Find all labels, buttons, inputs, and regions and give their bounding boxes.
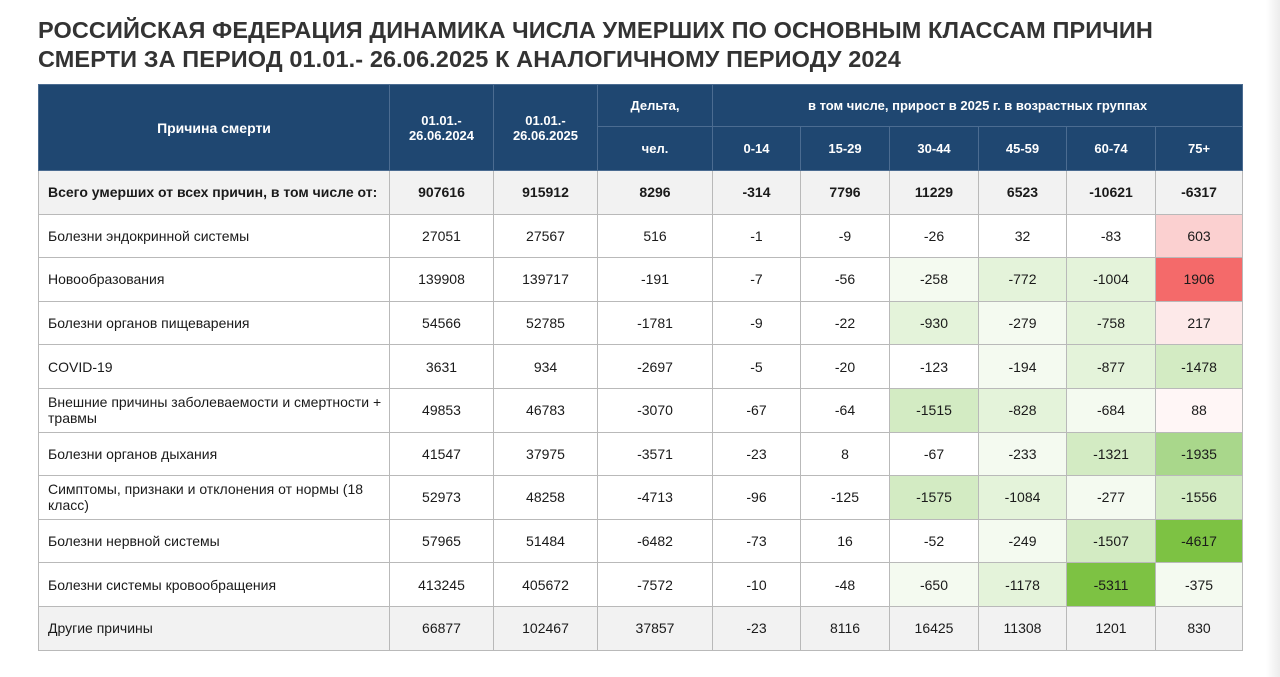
age-group-cell: -73: [713, 519, 801, 563]
age-group-cell: -277: [1067, 476, 1156, 520]
age-group-cell: -125: [801, 476, 890, 520]
age-group-cell: -9: [713, 301, 801, 345]
age-group-cell: -233: [979, 432, 1067, 476]
table-row: [39, 563, 1243, 607]
delta-cell: -2697: [598, 345, 713, 389]
age-group-cell: 1906: [1156, 258, 1243, 302]
value-2025-cell: 48258: [494, 476, 598, 520]
cause-cell: Болезни нервной системы: [39, 519, 390, 563]
cause-cell: Другие причины: [39, 606, 390, 650]
age-group-cell: 32: [979, 214, 1067, 258]
age-group-cell: -67: [713, 388, 801, 432]
age-group-cell: 11308: [979, 606, 1067, 650]
cause-cell: Болезни органов пищеварения: [39, 301, 390, 345]
value-2024-cell: 52973: [390, 476, 494, 520]
age-group-cell: -279: [979, 301, 1067, 345]
cause-cell: Внешние причины заболеваемости и смертности + травмы: [39, 388, 390, 432]
age-group-cell: 11229: [890, 171, 979, 215]
header-age-60-74: 60-74: [1067, 127, 1156, 171]
table-row: [39, 214, 1243, 258]
delta-cell: 516: [598, 214, 713, 258]
age-group-cell: -10: [713, 563, 801, 607]
age-group-cell: -123: [890, 345, 979, 389]
table-row: [39, 519, 1243, 563]
header-cause: Причина смерти: [39, 85, 390, 171]
age-group-cell: -10621: [1067, 171, 1156, 215]
age-group-cell: -52: [890, 519, 979, 563]
age-group-cell: -83: [1067, 214, 1156, 258]
age-group-cell: 1201: [1067, 606, 1156, 650]
age-group-cell: -249: [979, 519, 1067, 563]
cause-cell: Болезни эндокринной системы: [39, 214, 390, 258]
age-group-cell: -1084: [979, 476, 1067, 520]
header-delta-bottom: чел.: [598, 127, 713, 171]
age-group-cell: -258: [890, 258, 979, 302]
value-2025-cell: 139717: [494, 258, 598, 302]
age-group-cell: -1575: [890, 476, 979, 520]
delta-cell: -6482: [598, 519, 713, 563]
value-2024-cell: 413245: [390, 563, 494, 607]
age-group-cell: -684: [1067, 388, 1156, 432]
age-group-cell: -48: [801, 563, 890, 607]
header-age-45-59: 45-59: [979, 127, 1067, 171]
age-group-cell: -26: [890, 214, 979, 258]
value-2024-cell: 66877: [390, 606, 494, 650]
delta-cell: -3571: [598, 432, 713, 476]
header-period-2024: 01.01.- 26.06.2024: [390, 85, 494, 171]
age-group-cell: 8116: [801, 606, 890, 650]
age-group-cell: -1507: [1067, 519, 1156, 563]
age-group-cell: -877: [1067, 345, 1156, 389]
age-group-cell: -1478: [1156, 345, 1243, 389]
value-2024-cell: 57965: [390, 519, 494, 563]
age-group-cell: -23: [713, 606, 801, 650]
age-group-cell: -67: [890, 432, 979, 476]
table-row: [39, 432, 1243, 476]
value-2025-cell: 27567: [494, 214, 598, 258]
table-row: [39, 388, 1243, 432]
delta-cell: -7572: [598, 563, 713, 607]
cause-cell: Болезни системы кровообращения: [39, 563, 390, 607]
age-group-cell: -194: [979, 345, 1067, 389]
table-row-total: [39, 171, 1243, 215]
delta-cell: 37857: [598, 606, 713, 650]
age-group-cell: -5311: [1067, 563, 1156, 607]
age-group-cell: -22: [801, 301, 890, 345]
delta-cell: -1781: [598, 301, 713, 345]
age-group-cell: -20: [801, 345, 890, 389]
value-2025-cell: 52785: [494, 301, 598, 345]
age-group-cell: -1935: [1156, 432, 1243, 476]
value-2025-cell: 51484: [494, 519, 598, 563]
age-group-cell: -4617: [1156, 519, 1243, 563]
cause-cell: Новообразования: [39, 258, 390, 302]
page-title: РОССИЙСКАЯ ФЕДЕРАЦИЯ ДИНАМИКА ЧИСЛА УМЕРШИХ ПО ОСНОВНЫМ КЛАССАМ ПРИЧИН СМЕРТИ ЗА ПЕРИОД 01.01.- 26.06.2025 К АНАЛОГИЧНОМУ ПЕРИОДУ 2024: [38, 17, 1153, 72]
delta-cell: 8296: [598, 171, 713, 215]
value-2025-cell: 915912: [494, 171, 598, 215]
value-2025-cell: 934: [494, 345, 598, 389]
value-2024-cell: 54566: [390, 301, 494, 345]
age-group-cell: 830: [1156, 606, 1243, 650]
header-age-groups-title: в том числе, прирост в 2025 г. в возрастных группах: [713, 85, 1243, 127]
header-age-30-44: 30-44: [890, 127, 979, 171]
age-group-cell: 7796: [801, 171, 890, 215]
table-row: [39, 258, 1243, 302]
table-row: [39, 301, 1243, 345]
age-group-cell: -650: [890, 563, 979, 607]
age-group-cell: -1556: [1156, 476, 1243, 520]
age-group-cell: -930: [890, 301, 979, 345]
header-period-2025: 01.01.- 26.06.2025: [494, 85, 598, 171]
age-group-cell: -1: [713, 214, 801, 258]
page-edge-shadow: [1266, 0, 1280, 677]
age-group-cell: -1515: [890, 388, 979, 432]
value-2025-cell: 405672: [494, 563, 598, 607]
mortality-table: [38, 84, 1243, 651]
age-group-cell: -64: [801, 388, 890, 432]
cause-cell: Болезни органов дыхания: [39, 432, 390, 476]
age-group-cell: -1004: [1067, 258, 1156, 302]
value-2024-cell: 27051: [390, 214, 494, 258]
value-2024-cell: 3631: [390, 345, 494, 389]
age-group-cell: 6523: [979, 171, 1067, 215]
age-group-cell: -375: [1156, 563, 1243, 607]
delta-cell: -4713: [598, 476, 713, 520]
age-group-cell: 603: [1156, 214, 1243, 258]
cause-cell: COVID-19: [39, 345, 390, 389]
age-group-cell: -1321: [1067, 432, 1156, 476]
value-2024-cell: 41547: [390, 432, 494, 476]
age-group-cell: -828: [979, 388, 1067, 432]
table-row: [39, 476, 1243, 520]
age-group-cell: -96: [713, 476, 801, 520]
age-group-cell: 88: [1156, 388, 1243, 432]
value-2025-cell: 37975: [494, 432, 598, 476]
age-group-cell: -314: [713, 171, 801, 215]
header-age-0-14: 0-14: [713, 127, 801, 171]
cause-cell: Симптомы, признаки и отклонения от нормы (18 класс): [39, 476, 390, 520]
value-2024-cell: 49853: [390, 388, 494, 432]
value-2024-cell: 139908: [390, 258, 494, 302]
age-group-cell: -9: [801, 214, 890, 258]
table-body: [39, 171, 1243, 651]
age-group-cell: -7: [713, 258, 801, 302]
table-row: [39, 345, 1243, 389]
delta-cell: -3070: [598, 388, 713, 432]
age-group-cell: -772: [979, 258, 1067, 302]
age-group-cell: 16425: [890, 606, 979, 650]
value-2024-cell: 907616: [390, 171, 494, 215]
table-row: [39, 606, 1243, 650]
header-age-15-29: 15-29: [801, 127, 890, 171]
age-group-cell: -56: [801, 258, 890, 302]
delta-cell: -191: [598, 258, 713, 302]
age-group-cell: -6317: [1156, 171, 1243, 215]
age-group-cell: -758: [1067, 301, 1156, 345]
header-age-75plus: 75+: [1156, 127, 1243, 171]
age-group-cell: 217: [1156, 301, 1243, 345]
age-group-cell: 8: [801, 432, 890, 476]
age-group-cell: -5: [713, 345, 801, 389]
cause-cell: Всего умерших от всех причин, в том числе от:: [39, 171, 390, 215]
age-group-cell: 16: [801, 519, 890, 563]
header-delta-top: Дельта,: [598, 85, 713, 127]
value-2025-cell: 46783: [494, 388, 598, 432]
age-group-cell: -23: [713, 432, 801, 476]
age-group-cell: -1178: [979, 563, 1067, 607]
value-2025-cell: 102467: [494, 606, 598, 650]
